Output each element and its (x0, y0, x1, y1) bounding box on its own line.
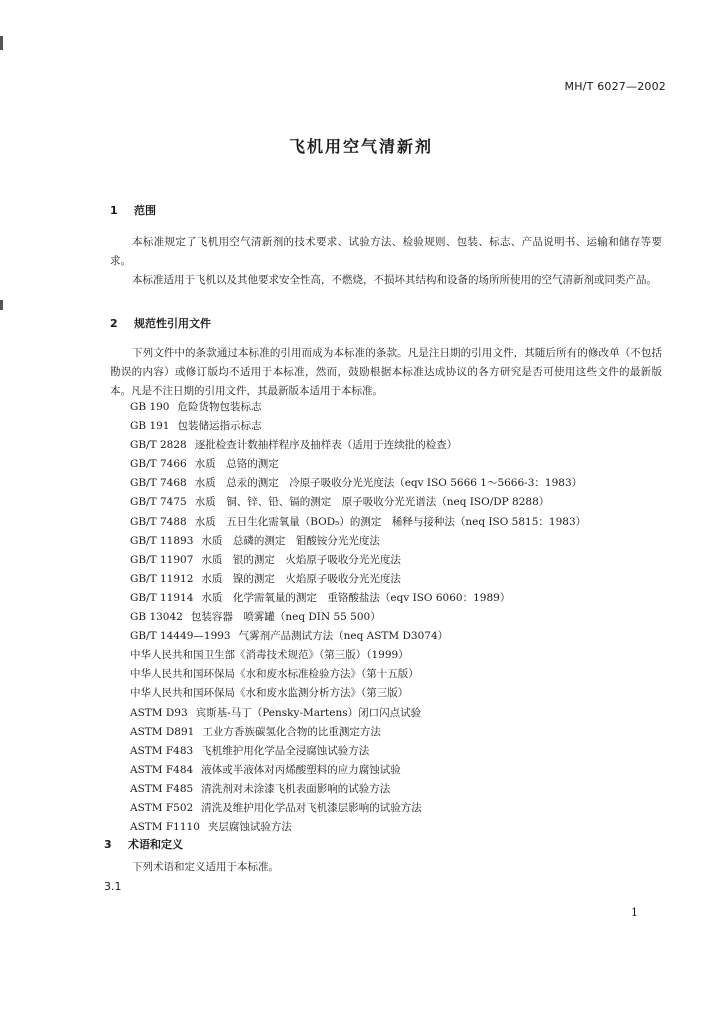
page-number: 1 (631, 906, 638, 919)
reference-code: GB/T 11893 (130, 534, 194, 547)
reference-item (130, 780, 586, 799)
reference-title: 水质 铜、锌、铅、镉的测定 原子吸收分光光谱法（neq ISO/DP 8288） (194, 496, 550, 509)
reference-title: 水质 镍的测定 火焰原子吸收分光光度法 (201, 572, 401, 585)
section-number: 3 (104, 838, 112, 851)
reference-item (130, 436, 586, 455)
reference-title: 包装容器 喷雾罐（neq DIN 55 500） (190, 611, 381, 624)
reference-code: ASTM F1110 (130, 821, 200, 834)
section-2-heading (110, 315, 211, 331)
reference-item (130, 761, 586, 780)
reference-title: 清洗及维护用化学品对飞机漆层影响的试验方法 (201, 801, 422, 814)
reference-title: 飞机维护用化学品全浸腐蚀试验方法 (201, 744, 370, 757)
reference-code: ASTM F502 (130, 801, 194, 814)
reference-code: GB/T 7468 (130, 477, 187, 490)
reference-title: 逐批检查计数抽样程序及抽样表（适用于连续批的检查） (194, 439, 458, 452)
reference-code: ASTM F484 (130, 763, 194, 776)
reference-item (130, 818, 586, 837)
reference-item (130, 723, 586, 742)
reference-code: GB/T 7475 (130, 496, 187, 509)
reference-item (130, 570, 586, 589)
reference-item (130, 684, 586, 703)
reference-item (130, 704, 586, 723)
reference-title: 中华人民共和国卫生部《消毒技术规范》（第三版）（1999） (130, 649, 409, 662)
reference-item (130, 589, 586, 608)
reference-code: GB 13042 (130, 611, 183, 624)
reference-code: GB/T 7488 (130, 515, 187, 528)
reference-item (130, 493, 586, 512)
reference-title: 水质 总磷的测定 钼酸铵分光光度法 (201, 534, 380, 547)
document-title: 飞机用空气清新剂 (288, 137, 433, 156)
reference-title: 水质 银的测定 火焰原子吸收分光光度法 (201, 553, 401, 566)
reference-code: ASTM F485 (130, 782, 194, 795)
normative-reference-list (130, 398, 586, 837)
reference-code: ASTM D93 (130, 706, 188, 719)
standard-code: MH/T 6027—2002 (564, 80, 666, 93)
reference-item (130, 627, 586, 646)
reference-item (130, 513, 586, 532)
reference-code: GB/T 11914 (130, 591, 194, 604)
reference-title: 宾斯基-马丁（Pensky-Martens）闭口闪点试验 (195, 706, 422, 719)
reference-item (130, 532, 586, 551)
reference-title: 包装储运指示标志 (177, 420, 262, 433)
scan-edge-mark (0, 300, 3, 310)
reference-code: GB/T 7466 (130, 458, 187, 471)
reference-item (130, 551, 586, 570)
reference-title: 水质 五日生化需氧量（BOD₅）的测定 稀释与接种法（neq ISO 5815：1983） (194, 515, 587, 528)
section-title: 规范性引用文件 (134, 317, 211, 330)
section-2-intro: 下列文件中的条款通过本标准的引用而成为本标准的条款。凡是注日期的引用文件，其随后所有的修改单（不包括勘误的内容）或修订版均不适用于本标准，然而，鼓励根据本标准达成协议的各方研究是否可使用这些文件的最新版本。凡是不注日期的引用文件，其最新版本适用于本标准。 (110, 347, 662, 397)
reference-item (130, 398, 586, 417)
reference-code: GB/T 11907 (130, 553, 194, 566)
reference-title: 液体或半液体对丙烯酸塑料的应力腐蚀试验 (201, 763, 401, 776)
reference-title: 工业方香族碳氢化合物的比重测定方法 (202, 725, 381, 738)
section-title: 范围 (134, 204, 156, 217)
reference-title: 水质 总铬的测定 (194, 458, 279, 471)
reference-item (130, 665, 586, 684)
reference-item (130, 742, 586, 761)
reference-item (130, 799, 586, 818)
reference-title: 夹层腐蚀试验方法 (207, 821, 292, 834)
reference-title: 中华人民共和国环保局《水和废水监测分析方法》（第三版） (130, 687, 409, 700)
reference-code: GB 191 (130, 420, 170, 433)
reference-title: 气雾剂产品测试方法（neq ASTM D3074） (238, 630, 449, 643)
reference-item (130, 474, 586, 493)
reference-code: GB 190 (130, 401, 170, 413)
section-title: 术语和定义 (128, 838, 183, 851)
reference-item (130, 646, 586, 665)
section-3-heading (104, 836, 183, 852)
section-1-heading (110, 202, 156, 218)
section-1-paragraph-2: 本标准适用于飞机以及其他要求安全性高，不燃烧，不损坏其结构和设备的场所所使用的空气清新剂或同类产品。 (132, 274, 657, 286)
reference-item (130, 608, 586, 627)
reference-code: ASTM F483 (130, 744, 194, 757)
scan-edge-mark (0, 36, 3, 50)
reference-item (130, 417, 586, 436)
reference-item (130, 455, 586, 474)
section-1-paragraph-1: 本标准规定了飞机用空气清新剂的技术要求、试验方法、检验规则、包装、标志、产品说明书、运输和储存等要求。 (110, 236, 662, 267)
subclause-number: 3.1 (104, 880, 122, 893)
reference-code: ASTM D891 (130, 725, 195, 738)
reference-code: GB/T 2828 (130, 439, 187, 452)
reference-title: 中华人民共和国环保局《水和废水标准检验方法》（第十五版） (130, 668, 419, 681)
section-3-intro: 下列术语和定义适用于本标准。 (132, 861, 279, 873)
reference-title: 水质 总汞的测定 冷原子吸收分光光度法（eqv ISO 5666 1～5666-3：1983） (194, 477, 583, 490)
reference-title: 水质 化学需氧量的测定 重铬酸盐法（eqv ISO 6060：1989） (201, 591, 511, 604)
reference-code: GB/T 14449—1993 (130, 630, 231, 643)
reference-title: 清洗剂对未涂漆飞机表面影响的试验方法 (201, 782, 391, 795)
section-number: 2 (110, 317, 118, 330)
section-number: 1 (110, 204, 118, 217)
reference-title: 危险货物包装标志 (177, 401, 262, 413)
reference-code: GB/T 11912 (130, 572, 194, 585)
